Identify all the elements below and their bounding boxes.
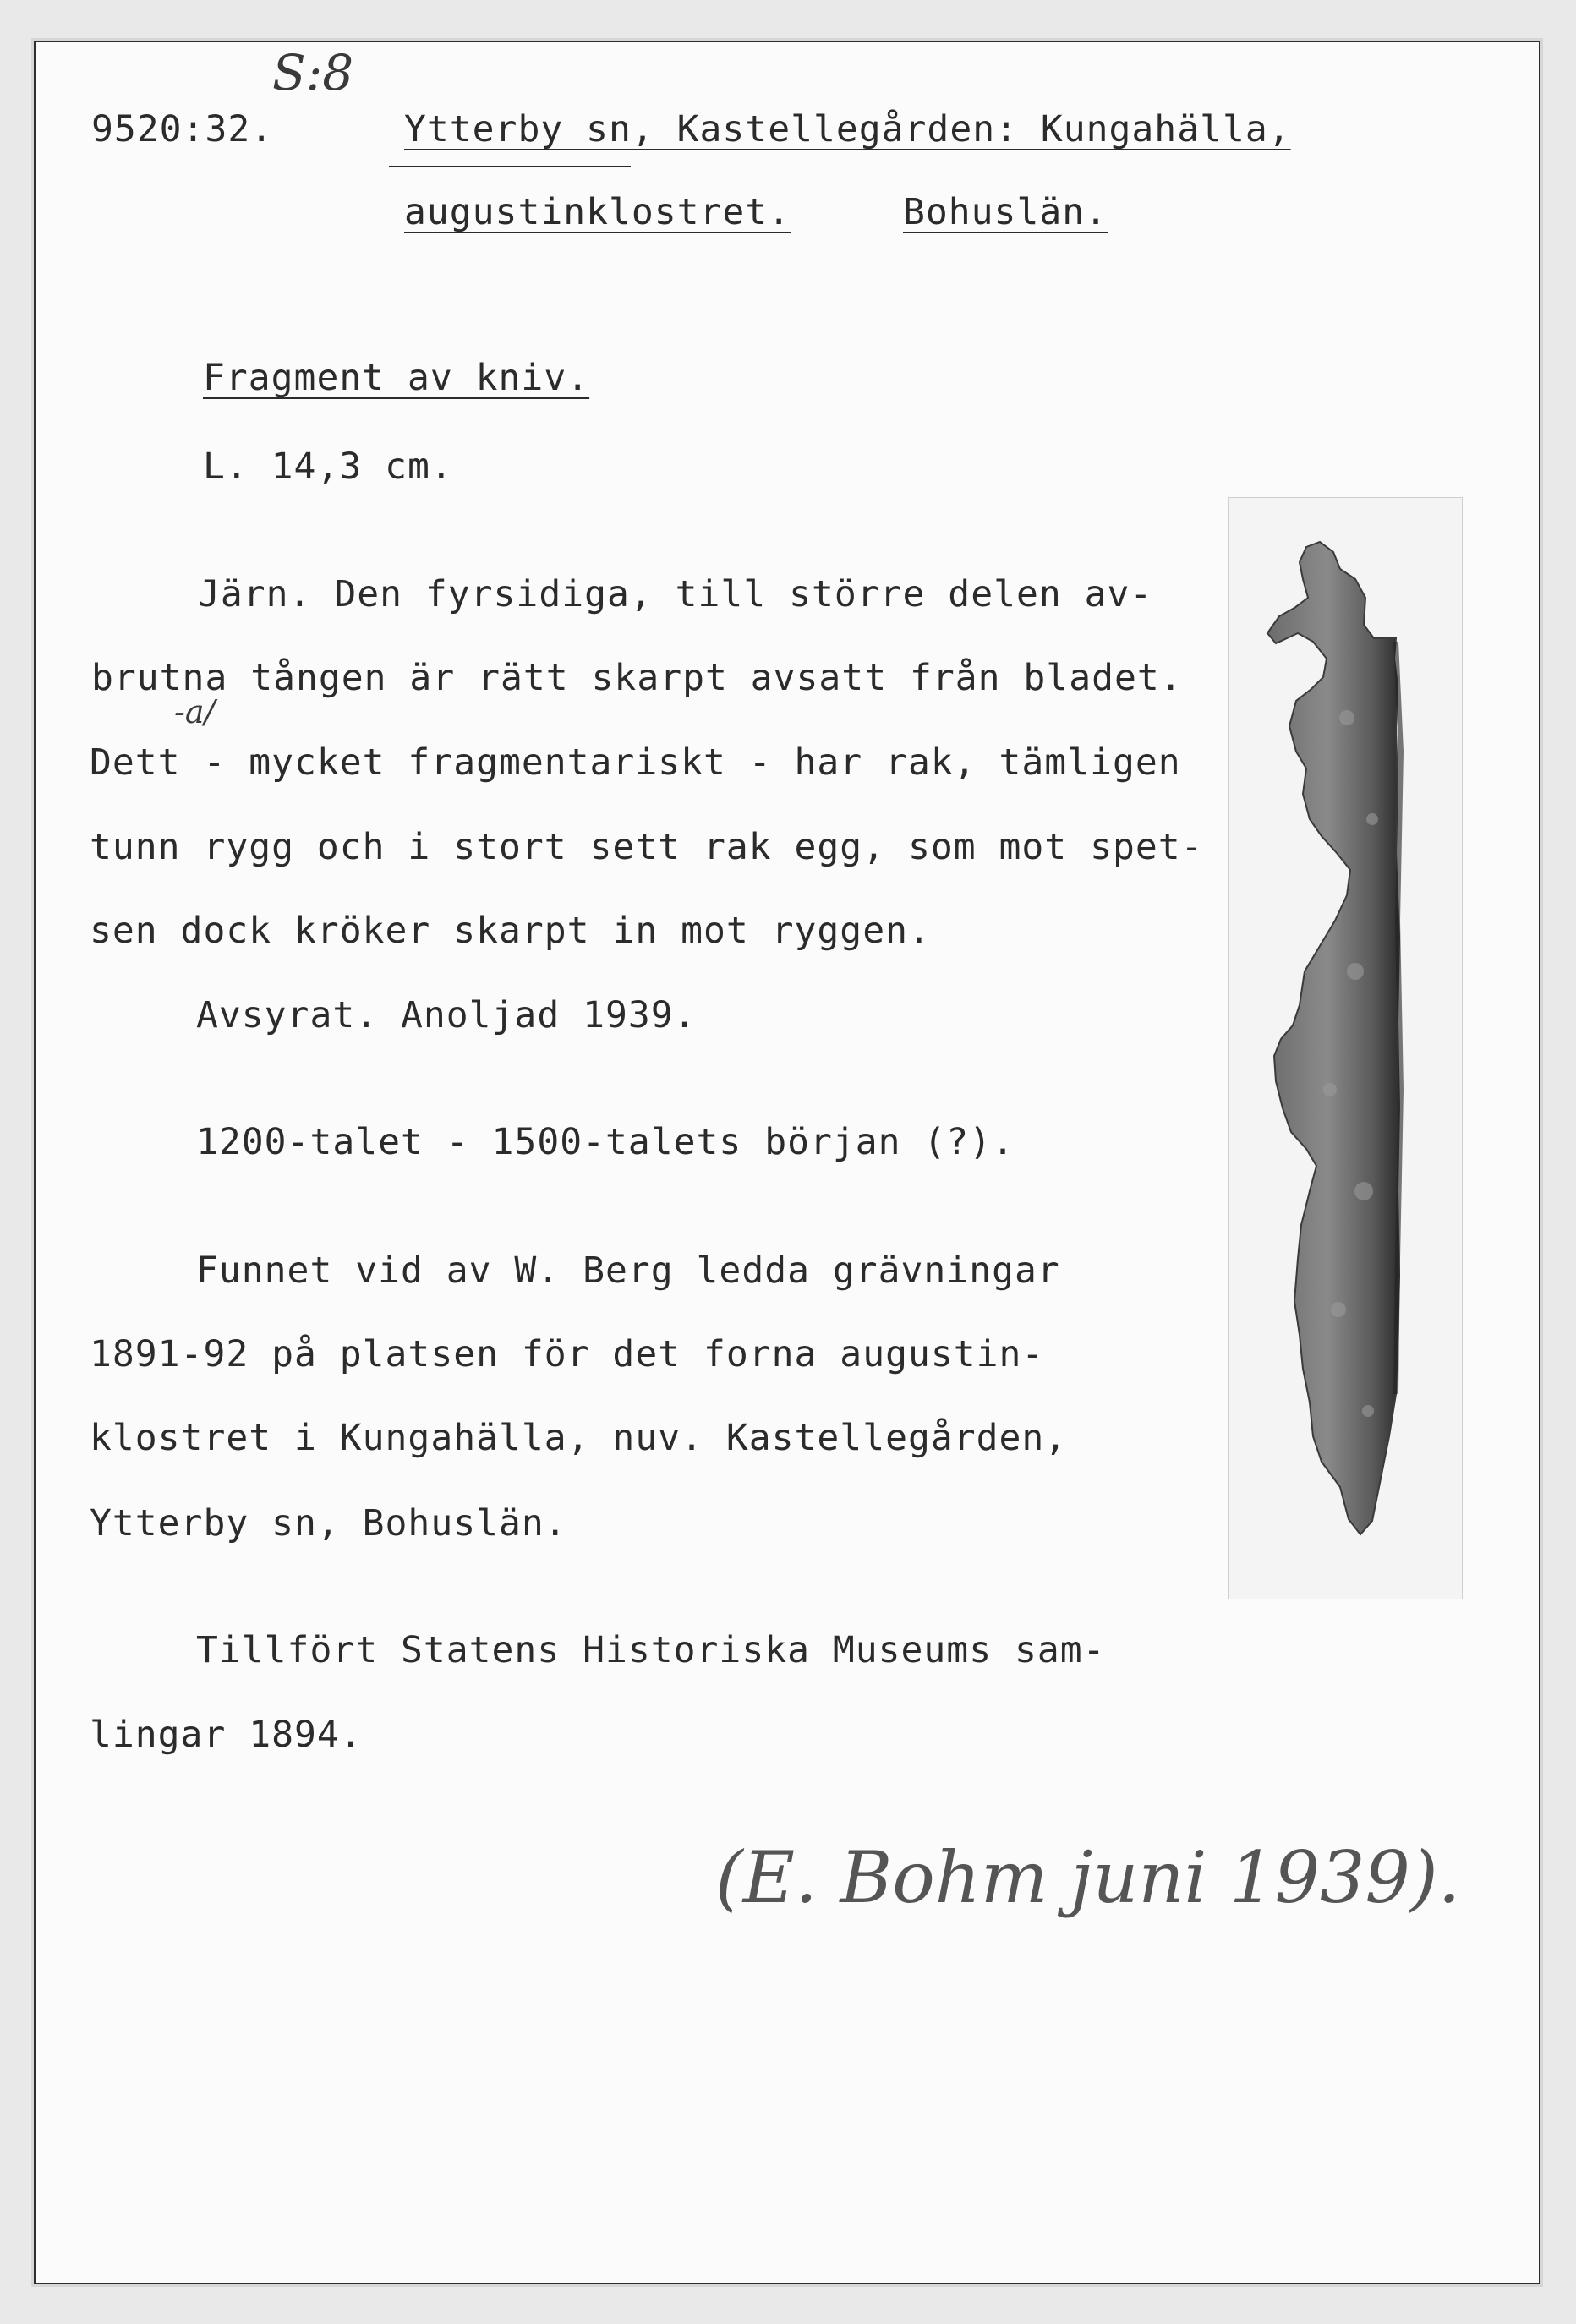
object-title: Fragment av kniv. <box>203 357 590 399</box>
inventory-number: 9520:32. <box>91 108 274 150</box>
description-line: sen dock kröker skarpt in mot ryggen. <box>90 910 931 952</box>
treatment-note: Avsyrat. Anoljad 1939. <box>196 994 697 1036</box>
correction-mark: -a/ <box>174 693 216 730</box>
provenance-line: 1891-92 på platsen för det forna augustin- <box>90 1333 1045 1375</box>
signature: (E. Bohm juni 1939). <box>715 1836 1461 1919</box>
description-line: tunn rygg och i stort sett rak egg, som mot spet- <box>90 826 1204 868</box>
provenance-line: Ytterby sn, Bohuslän. <box>90 1502 567 1545</box>
acquisition-line: lingar 1894. <box>90 1714 363 1756</box>
acquisition-line: Tillfört Statens Historiska Museums sam- <box>196 1629 1106 1671</box>
description-line: Järn. Den fyrsidiga, till större delen av- <box>198 573 1153 615</box>
dating: 1200-talet - 1500-talets början (?). <box>196 1121 1015 1163</box>
description-line: Dett - mycket fragmentariskt - har rak, tämligen <box>90 741 1181 784</box>
knife-fragment-image <box>1229 498 1462 1599</box>
location-line-1: Ytterby sn, Kastellegården: Kungahälla, <box>404 108 1291 150</box>
provenance-line: Funnet vid av W. Berg ledda grävningar <box>196 1249 1060 1292</box>
sheet-mark: S:8 <box>272 44 354 101</box>
province: Bohuslän. <box>903 191 1108 233</box>
location-line-2: augustinklostret. <box>404 191 791 233</box>
description-line: brutna tången är rätt skarpt avsatt från bladet. <box>91 657 1183 699</box>
header-underline <box>389 166 631 167</box>
provenance-line: klostret i Kungahälla, nuv. Kastellegården, <box>90 1417 1068 1459</box>
artifact-photo <box>1228 497 1463 1599</box>
object-length: L. 14,3 cm. <box>203 446 453 488</box>
